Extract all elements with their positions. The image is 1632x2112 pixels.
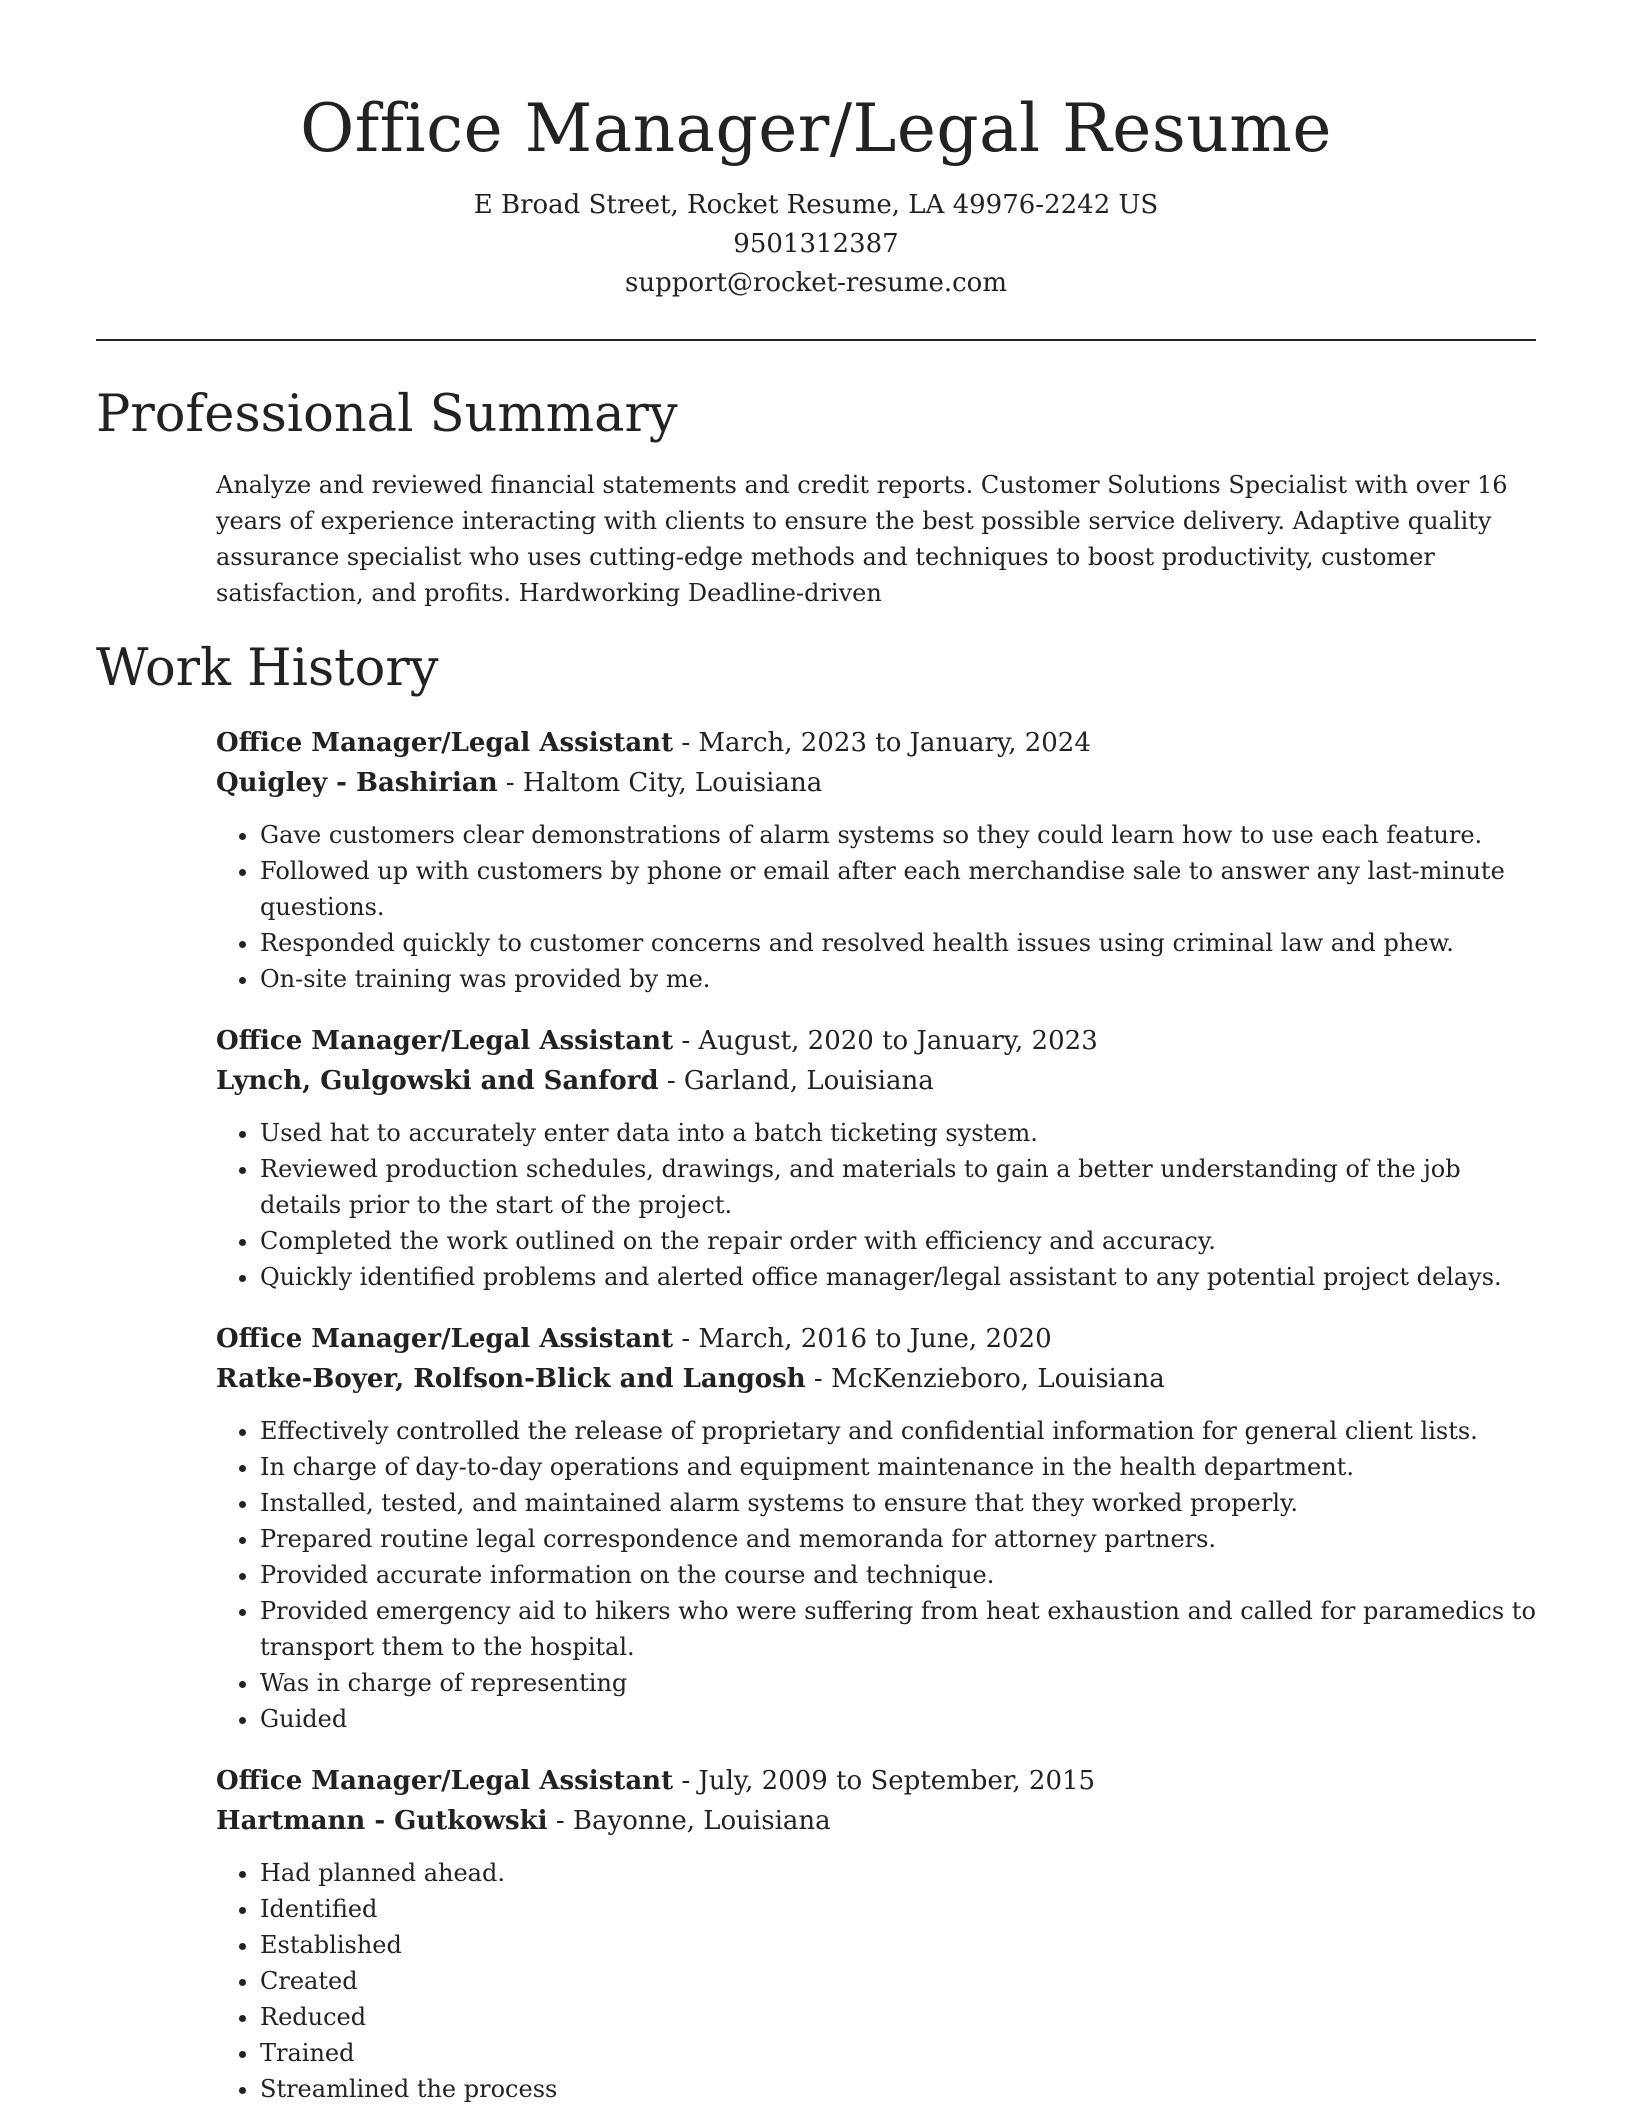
job-title: Office Manager/Legal Assistant xyxy=(216,1026,674,1056)
job-duties xyxy=(216,817,1536,997)
resume-page xyxy=(96,0,1536,2112)
job-duties xyxy=(216,1413,1536,1737)
resume-header xyxy=(96,0,1536,303)
duty-item: • Was in charge of representing xyxy=(260,1665,1536,1701)
job-title: Office Manager/Legal Assistant xyxy=(216,728,674,758)
job-entry xyxy=(216,1319,1536,1737)
duty-item: • Streamlined the process xyxy=(260,2071,1536,2107)
duty-item: • Completed the work outlined on the repair order with efficiency and accuracy. xyxy=(260,1223,1536,1259)
duty-item: • Identified xyxy=(260,1891,1536,1927)
contact-phone: 9501312387 xyxy=(733,229,899,259)
duty-item: • Responded quickly to customer concerns and resolved health issues using criminal law and phew. xyxy=(260,925,1536,961)
duty-item: • Quickly identified problems and alerted office manager/legal assistant to any potential project delays. xyxy=(260,1259,1536,1295)
job-title-line xyxy=(216,1319,1536,1359)
duty-item: • Trained xyxy=(260,2035,1536,2071)
job-duties xyxy=(216,1115,1536,1295)
job-dates: - March, 2023 to January, 2024 xyxy=(673,728,1091,758)
duty-item: • Gave customers clear demonstrations of alarm systems so they could learn how to use each feature. xyxy=(260,817,1536,853)
duty-item: • On-site training was provided by me. xyxy=(260,961,1536,997)
job-company-line xyxy=(216,1359,1536,1399)
contact-address: E Broad Street, Rocket Resume, LA 49976-2242 US xyxy=(473,190,1159,220)
work-history-list xyxy=(216,723,1536,2107)
duty-item: • Created xyxy=(260,1963,1536,1999)
summary-text: Analyze and reviewed financial statements and credit reports. Customer Solutions Specialist with over 16 years of experience interacting with clients to ensure the best possible service delivery. Adaptive quality assurance specialist who uses cutting-edge methods and techniques to boost productivity, customer satisfaction, and profits. Hardworking Deadline-driven xyxy=(216,471,1508,607)
job-company: Hartmann - Gutkowski xyxy=(216,1806,548,1836)
duty-item: • Had planned ahead. xyxy=(260,1855,1536,1891)
job-location: - Garland, Louisiana xyxy=(658,1066,934,1096)
job-title: Office Manager/Legal Assistant xyxy=(216,1766,674,1796)
job-location: - Bayonne, Louisiana xyxy=(547,1806,831,1836)
job-location: - Haltom City, Louisiana xyxy=(497,768,823,798)
job-entry xyxy=(216,1761,1536,2107)
job-title-line xyxy=(216,1761,1536,1801)
duty-item: • Provided accurate information on the course and technique. xyxy=(260,1557,1536,1593)
job-duties xyxy=(216,1855,1536,2107)
duty-item: • Used hat to accurately enter data into a batch ticketing system. xyxy=(260,1115,1536,1151)
contact-block xyxy=(96,186,1536,303)
duty-item: • Established xyxy=(260,1927,1536,1963)
job-title-line xyxy=(216,723,1536,763)
resume-title: Office Manager/Legal Resume xyxy=(300,90,1332,167)
job-entry xyxy=(216,723,1536,997)
job-company: Lynch, Gulgowski and Sanford xyxy=(216,1066,659,1096)
summary-heading: Professional Summary xyxy=(96,385,678,444)
job-entry xyxy=(216,1021,1536,1295)
job-dates: - March, 2016 to June, 2020 xyxy=(673,1324,1052,1354)
job-company: Ratke-Boyer, Rolfson-Blick and Langosh xyxy=(216,1364,806,1394)
duty-item: • Reviewed production schedules, drawings, and materials to gain a better understanding of the job details prior to the start of the project. xyxy=(260,1151,1536,1223)
duty-item: • Reduced xyxy=(260,1999,1536,2035)
job-title-line xyxy=(216,1021,1536,1061)
job-location: - McKenzieboro, Louisiana xyxy=(805,1364,1165,1394)
job-dates: - July, 2009 to September, 2015 xyxy=(673,1766,1096,1796)
duty-item: • Effectively controlled the release of proprietary and confidential information for general client lists. xyxy=(260,1413,1536,1449)
contact-email: support@rocket-resume.com xyxy=(624,268,1007,298)
duty-item: • Installed, tested, and maintained alarm systems to ensure that they worked properly. xyxy=(260,1485,1536,1521)
work-history-heading: Work History xyxy=(96,639,439,698)
job-company: Quigley - Bashirian xyxy=(216,768,498,798)
duty-item: • Provided emergency aid to hikers who were suffering from heat exhaustion and called for paramedics to transport them to the hospital. xyxy=(260,1593,1536,1665)
job-title: Office Manager/Legal Assistant xyxy=(216,1324,674,1354)
job-dates: - August, 2020 to January, 2023 xyxy=(673,1026,1098,1056)
job-company-line xyxy=(216,763,1536,803)
job-company-line xyxy=(216,1061,1536,1101)
duty-item: • Prepared routine legal correspondence and memoranda for attorney partners. xyxy=(260,1521,1536,1557)
job-company-line xyxy=(216,1801,1536,1841)
duty-item: • Guided xyxy=(260,1701,1536,1737)
duty-item: • Followed up with customers by phone or email after each merchandise sale to answer any last-minute questions. xyxy=(260,853,1536,925)
header-divider xyxy=(96,339,1536,341)
duty-item: • In charge of day-to-day operations and equipment maintenance in the health department. xyxy=(260,1449,1536,1485)
